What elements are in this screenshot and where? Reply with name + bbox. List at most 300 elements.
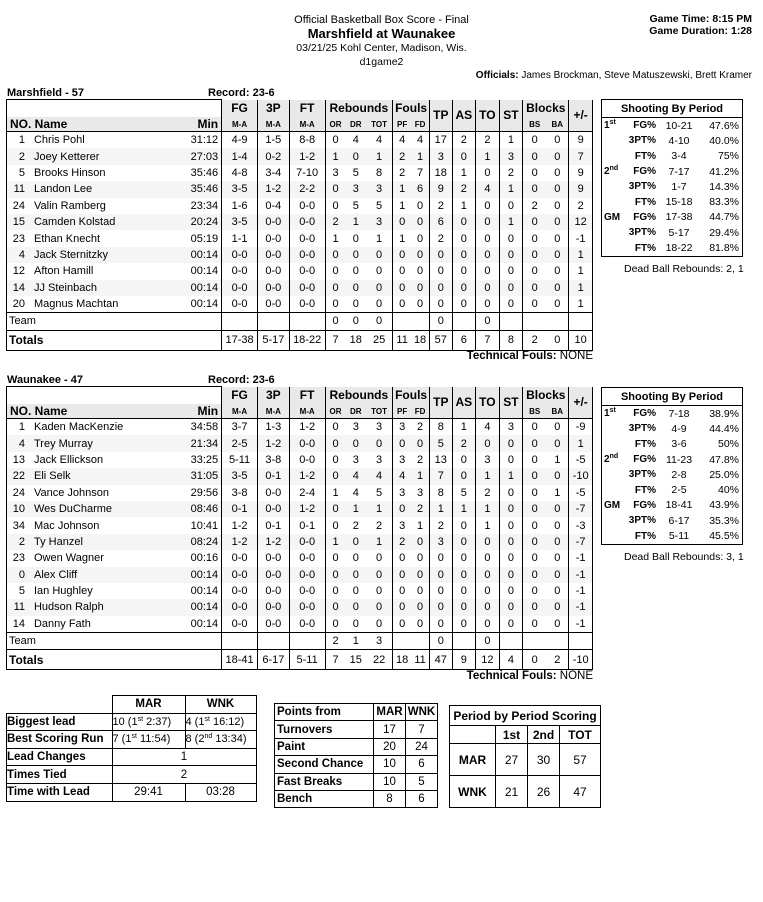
- points-from-wnk: 5: [406, 773, 438, 790]
- player-plus-minus: -5: [569, 485, 593, 501]
- player-fd: 0: [417, 199, 424, 212]
- player-min: 31:05: [190, 470, 219, 483]
- player-min: 00:14: [190, 265, 219, 278]
- shooting-by-period-title: Shooting By Period: [602, 388, 743, 406]
- biggest-lead-mar: [112, 713, 185, 731]
- player-tot: 0: [376, 437, 383, 450]
- player-dr: 0: [352, 437, 359, 450]
- totals-plus-minus: 10: [569, 330, 593, 350]
- team-tot: 3: [376, 635, 383, 648]
- player-or: 0: [325, 583, 345, 599]
- points-from-label: Second Chance: [275, 756, 374, 773]
- player-or: 0: [325, 198, 345, 214]
- team-tp: 0: [430, 313, 453, 330]
- player-ft: 1-2: [289, 468, 325, 484]
- player-min: 20:24: [190, 216, 219, 229]
- player-as: 2: [452, 132, 476, 149]
- shooting-fg: 17-38: [665, 211, 693, 224]
- shooting-ft: 2-5: [671, 484, 687, 497]
- player-number: 12: [7, 263, 27, 279]
- player-min: 21:34: [190, 437, 219, 450]
- player-ft: 1-2: [289, 501, 325, 517]
- player-name: Valin Ramberg: [33, 199, 106, 212]
- player-pf: 3: [393, 485, 411, 501]
- shooting-3p-pct: 14.3%: [709, 180, 739, 193]
- fg-pct-label: FG%: [633, 120, 656, 132]
- player-dr: 3: [352, 183, 359, 196]
- player-fd: 2: [417, 503, 424, 516]
- box-score-table: [6, 386, 593, 670]
- player-dr: 0: [352, 248, 359, 261]
- player-plus-minus: 9: [569, 165, 593, 181]
- header-tot: TOT: [366, 404, 393, 419]
- player-ba: 0: [554, 265, 561, 278]
- player-fg: 0-0: [222, 599, 258, 615]
- player-dr: 0: [352, 281, 359, 294]
- totals-3p: 6-17: [257, 650, 289, 670]
- 3p-pct-label: 3PT%: [628, 423, 656, 435]
- player-as: 5: [452, 485, 476, 501]
- player-tp: 6: [430, 214, 453, 230]
- header-fd: FD: [411, 404, 429, 419]
- player-3p: 0-0: [257, 263, 289, 279]
- player-dr: 5: [352, 199, 359, 212]
- player-ba: 0: [554, 166, 561, 179]
- player-plus-minus: 1: [569, 247, 593, 263]
- player-ft: 0-0: [289, 583, 325, 599]
- player-to: 0: [476, 165, 500, 181]
- officials: [476, 70, 752, 81]
- technical-fouls-value: NONE: [559, 669, 593, 682]
- player-ba: 0: [554, 437, 561, 450]
- points-from-wnk: 6: [406, 790, 438, 807]
- player-row: [7, 452, 593, 468]
- player-number: 24: [7, 485, 27, 501]
- period-head-tot: TOT: [560, 726, 601, 744]
- totals-or: 7: [325, 330, 345, 350]
- player-fg: 0-0: [222, 263, 258, 279]
- player-as: 0: [452, 468, 476, 484]
- player-plus-minus: 7: [569, 148, 593, 164]
- player-dr: 0: [352, 298, 359, 311]
- player-ft: 0-1: [289, 517, 325, 533]
- player-to: 1: [476, 148, 500, 164]
- record-value: 23-6: [252, 374, 275, 386]
- period-ordinal: st: [609, 407, 616, 415]
- player-3p: 3-4: [257, 165, 289, 181]
- player-3p: 0-0: [257, 247, 289, 263]
- team-name: Marshfield - 57: [7, 87, 85, 99]
- player-3p: 0-0: [257, 485, 289, 501]
- team-dr: 1: [352, 635, 359, 648]
- player-to: 0: [476, 599, 500, 615]
- player-tp: 0: [430, 599, 453, 615]
- shooting-fg: 10-21: [665, 119, 693, 132]
- player-row: [7, 616, 593, 633]
- player-st: 0: [499, 501, 523, 517]
- header-as: AS: [452, 387, 476, 419]
- shooting-period: [602, 118, 623, 134]
- box-score-table: [6, 99, 593, 351]
- player-tot: 5: [376, 199, 383, 212]
- player-min: 23:34: [190, 199, 219, 212]
- player-min: 27:03: [190, 150, 219, 163]
- player-fg: 5-11: [222, 452, 258, 468]
- player-3p: 0-0: [257, 599, 289, 615]
- player-3p: 0-4: [257, 198, 289, 214]
- header-tot: TOT: [366, 117, 393, 132]
- player-tp: 13: [430, 452, 453, 468]
- player-to: 0: [476, 280, 500, 296]
- header-to: TO: [476, 387, 500, 419]
- player-ba: 0: [554, 552, 561, 565]
- player-plus-minus: -5: [569, 452, 593, 468]
- header-ba: BA: [546, 117, 569, 132]
- player-st: 1: [499, 132, 523, 149]
- player-fd: 1: [417, 519, 424, 532]
- player-dr: 1: [352, 503, 359, 516]
- player-to: 0: [476, 263, 500, 279]
- header-blank: [7, 100, 222, 118]
- lead-changes-value: 1: [112, 748, 256, 766]
- player-pf: 0: [393, 501, 411, 517]
- player-tp: 0: [430, 247, 453, 263]
- player-fg: 0-0: [222, 583, 258, 599]
- shooting-3p: 6-17: [668, 514, 690, 527]
- player-min: 00:14: [190, 298, 219, 311]
- player-fg: 3-5: [222, 181, 258, 197]
- player-name: Afton Hamill: [33, 265, 94, 278]
- player-tot: 0: [376, 248, 383, 261]
- ord: nd: [204, 733, 213, 741]
- time: 13:34): [212, 733, 247, 746]
- header-no-name: NO. Name: [7, 404, 181, 419]
- player-name: JJ Steinbach: [33, 281, 97, 294]
- player-row: [7, 181, 593, 197]
- player-number: 15: [7, 214, 27, 230]
- player-fd: 0: [417, 437, 424, 450]
- player-st: 0: [499, 616, 523, 633]
- player-as: 1: [452, 501, 476, 517]
- player-dr: 4: [352, 486, 359, 499]
- player-ft: 8-8: [289, 132, 325, 149]
- header-as: AS: [452, 100, 476, 132]
- player-row: [7, 534, 593, 550]
- points-from-title: Points from: [275, 704, 374, 721]
- player-row: [7, 214, 593, 230]
- header-fg: FG: [222, 387, 258, 405]
- shooting-fg-pct: 47.6%: [709, 119, 739, 132]
- dead-ball-label: Dead Ball Rebounds:: [624, 263, 724, 275]
- totals-ft: 5-11: [289, 650, 325, 670]
- player-number: 4: [7, 247, 27, 263]
- player-number: 14: [7, 280, 27, 296]
- player-ft: 1-2: [289, 148, 325, 164]
- totals-tp: 47: [430, 650, 453, 670]
- player-name: Trey Murray: [33, 437, 93, 450]
- shooting-fg: 11-23: [665, 453, 693, 466]
- shooting-ft-row: [602, 240, 743, 256]
- header-3p-ma: M-A: [257, 404, 289, 419]
- player-bs: 0: [523, 435, 547, 451]
- player-min: 34:58: [190, 421, 219, 434]
- totals-ba: 0: [554, 334, 561, 347]
- period-head-2nd: 2nd: [528, 726, 560, 744]
- player-plus-minus: -3: [569, 517, 593, 533]
- shooting-3p-row: [602, 133, 743, 148]
- player-dr: 3: [352, 421, 359, 434]
- player-or: 0: [325, 247, 345, 263]
- player-or: 0: [325, 616, 345, 633]
- player-dr: 4: [352, 134, 359, 147]
- player-fg: 0-0: [222, 567, 258, 583]
- player-to: 0: [476, 583, 500, 599]
- player-or: 0: [325, 550, 345, 566]
- player-3p: 0-0: [257, 616, 289, 633]
- points-from-mar: 10: [374, 773, 406, 790]
- times-tied-value: 2: [112, 766, 256, 784]
- totals-fg: 18-41: [222, 650, 258, 670]
- player-fd: 0: [417, 265, 424, 278]
- player-as: 0: [452, 148, 476, 164]
- ft-pct-label: FT%: [634, 150, 656, 162]
- player-st: 0: [499, 534, 523, 550]
- player-name: Magnus Machtan: [33, 298, 119, 311]
- player-tp: 2: [430, 230, 453, 246]
- period-scoring-title: Period by Period Scoring: [450, 706, 601, 726]
- header-min: Min: [181, 404, 222, 419]
- player-st: 0: [499, 198, 523, 214]
- points-from-mar: 17: [374, 721, 406, 738]
- player-tp: 8: [430, 419, 453, 436]
- player-min: 00:14: [190, 601, 219, 614]
- period-1st-score: 27: [496, 744, 528, 776]
- game-duration-label: Game Duration:: [649, 25, 729, 37]
- player-ba: 0: [554, 199, 561, 212]
- player-min: 00:14: [190, 568, 219, 581]
- player-ft: 0-0: [289, 534, 325, 550]
- shooting-fg-row: [602, 406, 743, 422]
- player-tot: 1: [376, 232, 383, 245]
- header-or: OR: [325, 404, 345, 419]
- shooting-ft: 15-18: [665, 196, 693, 209]
- player-fg: 0-0: [222, 550, 258, 566]
- player-number: 5: [7, 583, 27, 599]
- player-st: 3: [499, 148, 523, 164]
- player-ft: 0-0: [289, 230, 325, 246]
- player-dr: 2: [352, 519, 359, 532]
- header-rebounds: Rebounds: [325, 387, 393, 405]
- player-min: 10:41: [190, 519, 219, 532]
- team-row: [7, 633, 593, 650]
- ord: st: [131, 733, 137, 741]
- player-tot: 1: [376, 150, 383, 163]
- team-to: 0: [476, 633, 500, 650]
- player-plus-minus: 1: [569, 435, 593, 451]
- player-plus-minus: -1: [569, 567, 593, 583]
- points-from-row: [275, 756, 438, 773]
- player-tot: 0: [376, 298, 383, 311]
- header-3p-ma: M-A: [257, 117, 289, 132]
- player-dr: 0: [352, 617, 359, 630]
- player-tot: 4: [376, 470, 383, 483]
- team-name: Waunakee - 47: [7, 374, 84, 386]
- player-name: Brooks Hinson: [33, 166, 106, 179]
- player-or: 0: [325, 419, 345, 436]
- period-2nd-score: 26: [528, 776, 560, 808]
- player-as: 0: [452, 567, 476, 583]
- player-name: Landon Lee: [33, 183, 93, 196]
- shooting-fg-pct: 38.9%: [709, 407, 739, 420]
- period-number: 2: [604, 166, 610, 178]
- val: 7 (1: [112, 733, 132, 746]
- totals-to: 7: [476, 330, 500, 350]
- player-plus-minus: -7: [569, 501, 593, 517]
- shooting-3p-pct: 29.4%: [709, 226, 739, 239]
- header-bs: BS: [523, 117, 547, 132]
- header-min: Min: [181, 117, 222, 132]
- player-fd: 0: [417, 216, 424, 229]
- player-to: 0: [476, 296, 500, 313]
- player-row: [7, 280, 593, 296]
- player-fd: 0: [417, 248, 424, 261]
- period-number: GM: [604, 499, 621, 511]
- player-fg: 2-5: [222, 435, 258, 451]
- player-tot: 3: [376, 183, 383, 196]
- player-dr: 0: [352, 232, 359, 245]
- player-as: 1: [452, 165, 476, 181]
- player-row: [7, 599, 593, 615]
- player-3p: 1-2: [257, 181, 289, 197]
- period-number: 1: [604, 408, 610, 420]
- player-fg: 1-1: [222, 230, 258, 246]
- player-row: [7, 263, 593, 279]
- player-tp: 0: [430, 280, 453, 296]
- points-from-wnk: 7: [406, 721, 438, 738]
- ord: st: [137, 715, 144, 723]
- player-ba: 0: [554, 150, 561, 163]
- shooting-fg-row: [602, 164, 743, 179]
- header-st: ST: [499, 387, 523, 419]
- player-ba: 1: [554, 453, 561, 466]
- player-dr: 4: [352, 470, 359, 483]
- player-fg: 4-8: [222, 165, 258, 181]
- player-name: Chris Pohl: [33, 134, 85, 147]
- player-bs: 0: [523, 550, 547, 566]
- player-ba: 0: [554, 248, 561, 261]
- player-fd: 4: [417, 134, 424, 147]
- player-bs: 0: [523, 616, 547, 633]
- player-name: Danny Fath: [33, 617, 91, 630]
- player-ft: 0-0: [289, 567, 325, 583]
- player-bs: 0: [523, 567, 547, 583]
- totals-3p: 5-17: [257, 330, 289, 350]
- player-row: [7, 165, 593, 181]
- player-pf: 0: [393, 616, 411, 633]
- shooting-3p: 1-7: [671, 180, 687, 193]
- lead-changes-label: Lead Changes: [7, 748, 113, 766]
- period-number: 2: [604, 454, 610, 466]
- period-team: MAR: [450, 744, 496, 776]
- player-or: 0: [325, 501, 345, 517]
- shooting-3p: 2-8: [671, 468, 687, 481]
- team-row: [7, 313, 593, 330]
- player-plus-minus: -10: [569, 468, 593, 484]
- player-ft: 0-0: [289, 550, 325, 566]
- player-tp: 17: [430, 132, 453, 149]
- player-number: 11: [7, 181, 27, 197]
- team-or: 2: [325, 633, 345, 650]
- technical-fouls-label: Technical Fouls:: [466, 669, 557, 682]
- shooting-ft: 5-11: [668, 530, 690, 543]
- header-st: ST: [499, 100, 523, 132]
- player-3p: 3-8: [257, 452, 289, 468]
- player-bs: 0: [523, 214, 547, 230]
- player-to: 0: [476, 550, 500, 566]
- player-or: 1: [325, 230, 345, 246]
- player-st: 0: [499, 280, 523, 296]
- player-plus-minus: 12: [569, 214, 593, 230]
- shooting-fg: 7-18: [668, 407, 690, 420]
- period-ordinal: st: [609, 119, 616, 127]
- player-min: 29:56: [190, 486, 219, 499]
- player-to: 0: [476, 247, 500, 263]
- player-bs: 0: [523, 181, 547, 197]
- player-bs: 0: [523, 501, 547, 517]
- player-pf: 0: [393, 583, 411, 599]
- player-name: Mac Johnson: [33, 519, 100, 532]
- player-tot: 0: [376, 585, 383, 598]
- player-plus-minus: -1: [569, 599, 593, 615]
- player-name: Jack Ellickson: [33, 453, 104, 466]
- player-tot: 0: [376, 568, 383, 581]
- player-fd: 0: [417, 232, 424, 245]
- player-dr: 0: [352, 601, 359, 614]
- player-dr: 0: [352, 265, 359, 278]
- player-bs: 0: [523, 247, 547, 263]
- shooting-period: [602, 406, 623, 422]
- player-or: 2: [325, 214, 345, 230]
- player-pf: 4: [393, 132, 411, 149]
- player-pf: 0: [393, 550, 411, 566]
- player-or: 0: [325, 296, 345, 313]
- player-st: 0: [499, 296, 523, 313]
- header-3p: 3P: [257, 387, 289, 405]
- header-pf: PF: [393, 404, 411, 419]
- player-or: 0: [325, 567, 345, 583]
- totals-as: 6: [452, 330, 476, 350]
- player-row: [7, 435, 593, 451]
- player-ba: 0: [554, 519, 561, 532]
- player-bs: 0: [523, 485, 547, 501]
- player-plus-minus: -7: [569, 534, 593, 550]
- shooting-fg-row: [602, 210, 743, 225]
- team-to: 0: [476, 313, 500, 330]
- player-plus-minus: -1: [569, 616, 593, 633]
- player-tp: 9: [430, 181, 453, 197]
- player-pf: 2: [393, 534, 411, 550]
- player-tp: 0: [430, 567, 453, 583]
- player-or: 0: [325, 132, 345, 149]
- player-3p: 0-1: [257, 517, 289, 533]
- val: 4 (1: [185, 715, 205, 728]
- shooting-fg: 18-41: [665, 499, 693, 512]
- points-from-row: [275, 773, 438, 790]
- player-or: 0: [325, 468, 345, 484]
- player-ba: 0: [554, 298, 561, 311]
- player-fd: 6: [417, 183, 424, 196]
- player-tp: 18: [430, 165, 453, 181]
